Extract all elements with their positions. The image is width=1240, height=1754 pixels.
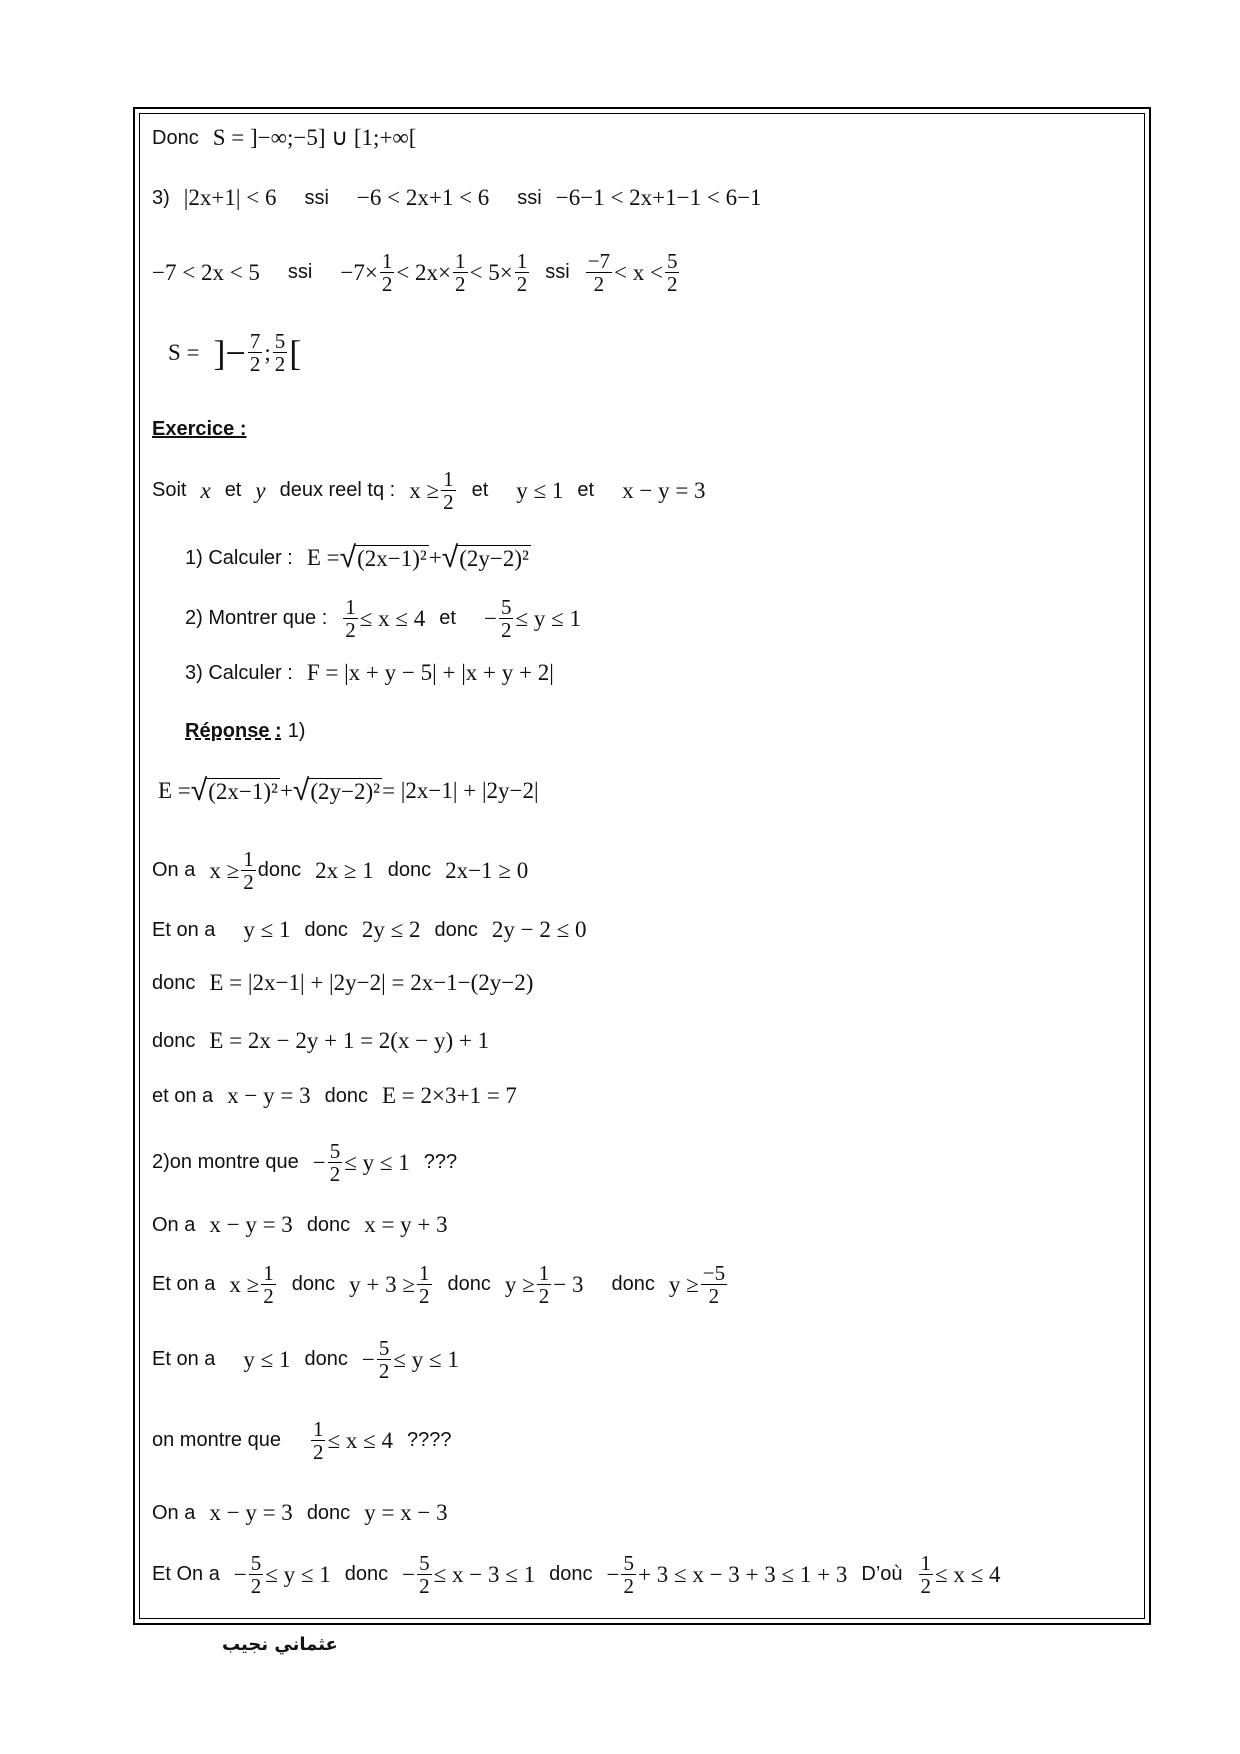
reponse-line-11 bbox=[152, 1418, 451, 1463]
line-multiply-half bbox=[152, 250, 681, 295]
math: −7 < 2x < 5 bbox=[152, 259, 260, 285]
math: ≤ x ≤ 4 bbox=[327, 1427, 393, 1453]
math: ≤ x − 3 ≤ 1 bbox=[433, 1561, 536, 1587]
fraction: $\frac{1}{2}$ bbox=[263, 1261, 274, 1309]
reponse-line-13 bbox=[152, 1552, 1001, 1597]
text: donc bbox=[324, 1084, 368, 1107]
math: (2x−1)² bbox=[357, 545, 427, 571]
math: (2x−1)² bbox=[208, 778, 278, 804]
reponse-heading bbox=[185, 720, 305, 743]
math: −7× bbox=[340, 259, 378, 285]
math: y ≤ 1 bbox=[243, 917, 291, 942]
text: donc bbox=[152, 1029, 196, 1052]
item-number: 3) bbox=[152, 186, 170, 209]
text: ssi bbox=[545, 261, 570, 284]
math: x − y = 3 bbox=[209, 1212, 293, 1237]
question-1 bbox=[185, 543, 531, 573]
math: (2y−2)² bbox=[459, 545, 529, 571]
fraction: $\frac{5}{2}$ bbox=[329, 1139, 341, 1187]
question-2 bbox=[185, 596, 581, 641]
math: E = bbox=[158, 778, 191, 803]
math: −6−1 < 2x+1−1 < 6−1 bbox=[555, 185, 762, 210]
text: On a bbox=[152, 1213, 196, 1236]
text: On a bbox=[152, 1501, 196, 1524]
sqrt-sign: √ bbox=[190, 774, 208, 807]
fraction: $\frac{5}{2}$ bbox=[274, 329, 286, 377]
fraction: $\frac{1}{2}$ bbox=[455, 249, 466, 297]
text: donc bbox=[306, 1501, 351, 1524]
fraction: $\frac{5}{2}$ bbox=[666, 249, 678, 297]
line-solution-interval bbox=[168, 330, 301, 375]
fraction: $\frac{5}{2}$ bbox=[419, 1551, 430, 1599]
math: x bbox=[200, 477, 211, 503]
fraction: $\frac{1}{2}$ bbox=[419, 1261, 430, 1309]
text: 2) Montrer que : bbox=[185, 607, 328, 630]
math: x − y = 3 bbox=[209, 1500, 293, 1525]
text: donc bbox=[344, 1563, 389, 1586]
text: Et On a bbox=[152, 1563, 220, 1586]
sqrt-sign: √ bbox=[292, 774, 310, 807]
fraction: $\frac{1}{2}$ bbox=[243, 847, 254, 895]
line-soit bbox=[152, 468, 706, 513]
text: et on a bbox=[152, 1084, 214, 1107]
math: y ≤ 1 bbox=[243, 1346, 291, 1372]
text: deux reel tq : bbox=[279, 479, 396, 502]
text: donc bbox=[304, 918, 348, 941]
sqrt-sign: √ bbox=[441, 541, 459, 574]
text: donc bbox=[306, 1213, 351, 1236]
math: E = 2x − 2y + 1 = 2(x − y) + 1 bbox=[209, 1028, 490, 1053]
math: − 3 bbox=[553, 1271, 584, 1297]
text: D’où bbox=[861, 1563, 903, 1586]
text: donc bbox=[387, 859, 432, 882]
math: − bbox=[233, 1561, 247, 1587]
fraction: $\frac{1}{2}$ bbox=[345, 595, 356, 643]
text: ssi bbox=[304, 186, 329, 209]
math: y ≥ bbox=[504, 1271, 535, 1297]
reponse-line-8 bbox=[152, 1212, 448, 1238]
math: y ≤ 1 bbox=[516, 477, 564, 503]
math: ; bbox=[264, 339, 271, 365]
reponse-line-6 bbox=[152, 1083, 517, 1109]
text: 3) Calculer : bbox=[185, 661, 293, 684]
math: + 3 ≤ x − 3 + 3 ≤ 1 + 3 bbox=[637, 1561, 848, 1587]
fraction: $\frac{5}{2}$ bbox=[500, 595, 512, 643]
math: y ≥ bbox=[668, 1271, 699, 1297]
math: E = bbox=[306, 545, 340, 570]
text: On a bbox=[152, 859, 196, 882]
text: donc bbox=[611, 1273, 655, 1296]
math: [ bbox=[289, 332, 302, 373]
text: ???? bbox=[406, 1429, 452, 1452]
text: et bbox=[471, 479, 489, 502]
math: ≤ y ≤ 1 bbox=[265, 1561, 331, 1587]
reponse-line-9 bbox=[152, 1262, 729, 1307]
text: ??? bbox=[423, 1151, 458, 1174]
math: − bbox=[402, 1561, 416, 1587]
math: ≤ x ≤ 4 bbox=[359, 605, 426, 631]
text: donc bbox=[447, 1273, 491, 1296]
math: x ≥ bbox=[409, 477, 440, 503]
math: x ≥ bbox=[229, 1271, 260, 1297]
fraction: $\frac{1}{2}$ bbox=[516, 249, 528, 297]
math: x − y = 3 bbox=[227, 1083, 311, 1108]
math: ≤ y ≤ 1 bbox=[393, 1346, 459, 1372]
math: (2y−2)² bbox=[310, 778, 381, 804]
fraction: $\frac{1}{2}$ bbox=[538, 1261, 550, 1309]
fraction: $\frac{1}{2}$ bbox=[312, 1417, 324, 1465]
math: x − y = 3 bbox=[622, 477, 706, 503]
text: Donc bbox=[152, 126, 199, 149]
fraction: $\frac{1}{2}$ bbox=[443, 467, 454, 515]
math: ≤ x ≤ 4 bbox=[935, 1561, 1001, 1587]
fraction: $\frac{1}{2}$ bbox=[381, 249, 393, 297]
author-signature: عثماني نجيب bbox=[222, 1634, 338, 1655]
math: −6 < 2x+1 < 6 bbox=[356, 185, 490, 210]
text: donc bbox=[434, 918, 478, 941]
math: x = y + 3 bbox=[364, 1212, 448, 1237]
text: et bbox=[439, 607, 456, 630]
reponse-line-2 bbox=[152, 848, 528, 893]
math: ≤ y ≤ 1 bbox=[515, 605, 581, 631]
math: 2x ≥ 1 bbox=[315, 857, 374, 883]
math: y bbox=[255, 477, 266, 503]
math: ≤ y ≤ 1 bbox=[344, 1149, 410, 1175]
math: − bbox=[361, 1346, 375, 1372]
question-3 bbox=[185, 660, 554, 686]
math: S = bbox=[168, 339, 200, 365]
text: et bbox=[224, 479, 242, 502]
text: ssi bbox=[517, 186, 542, 209]
reponse-line-10 bbox=[152, 1337, 459, 1382]
reponse-line-5 bbox=[152, 1028, 489, 1054]
line-abs-inequality bbox=[152, 185, 762, 211]
math: |2x+1| < 6 bbox=[183, 185, 277, 210]
text: et bbox=[577, 479, 595, 502]
text: 1) bbox=[287, 720, 306, 742]
math: − bbox=[606, 1561, 620, 1587]
reponse-line-12 bbox=[152, 1500, 448, 1526]
math: 2x−1 ≥ 0 bbox=[445, 857, 529, 883]
text: Et on a bbox=[152, 1348, 216, 1371]
fraction: $\frac{-7}{2}$ bbox=[587, 249, 611, 297]
fraction: $\frac{5}{2}$ bbox=[378, 1336, 390, 1384]
math: < 2x× bbox=[396, 259, 452, 285]
section-title: Exercice : bbox=[152, 418, 247, 440]
math: x ≥ bbox=[209, 857, 240, 883]
math: + bbox=[279, 778, 293, 803]
text: Soit bbox=[152, 479, 187, 502]
section-title: Réponse : bbox=[185, 720, 282, 742]
math: 2y ≤ 2 bbox=[361, 917, 421, 942]
math: < x < bbox=[614, 259, 663, 285]
math: = |2x−1| + |2y−2| bbox=[382, 778, 539, 803]
math: y = x − 3 bbox=[364, 1500, 448, 1525]
fraction: $\frac{5}{2}$ bbox=[250, 1551, 262, 1599]
math: E = |2x−1| + |2y−2| = 2x−1−(2y−2) bbox=[209, 970, 534, 995]
fraction: $\frac{5}{2}$ bbox=[623, 1551, 634, 1599]
reponse-line-3 bbox=[152, 917, 587, 943]
text: 2)on montre que bbox=[152, 1151, 299, 1174]
text: ssi bbox=[287, 261, 313, 284]
fraction: $\frac{1}{2}$ bbox=[920, 1551, 932, 1599]
text: on montre que bbox=[152, 1429, 281, 1452]
reponse-line-1 bbox=[158, 776, 539, 806]
line-donc-s bbox=[152, 125, 416, 151]
reponse-line-7 bbox=[152, 1140, 457, 1185]
math: E = 2×3+1 = 7 bbox=[382, 1083, 517, 1108]
fraction: $\frac{-5}{2}$ bbox=[702, 1261, 726, 1309]
text: 1) Calculer : bbox=[185, 546, 293, 569]
sqrt-sign: √ bbox=[339, 541, 357, 574]
text: donc bbox=[152, 971, 196, 994]
math: − bbox=[312, 1149, 326, 1175]
text: donc bbox=[549, 1563, 593, 1586]
text: donc bbox=[291, 1273, 336, 1296]
text: donc bbox=[257, 859, 302, 882]
math: + bbox=[428, 545, 442, 570]
fraction: $\frac{7}{2}$ bbox=[249, 329, 261, 377]
math: 2y − 2 ≤ 0 bbox=[491, 917, 587, 942]
text: Et on a bbox=[152, 1273, 216, 1296]
math: − bbox=[483, 605, 497, 631]
exercice-heading bbox=[152, 418, 247, 441]
text: Et on a bbox=[152, 918, 216, 941]
math: y + 3 ≥ bbox=[349, 1271, 415, 1297]
math: < 5× bbox=[469, 259, 513, 285]
reponse-line-4 bbox=[152, 970, 533, 996]
text: donc bbox=[304, 1348, 348, 1371]
math: ]− bbox=[213, 332, 246, 373]
math: S = ]−∞;−5] ∪ [1;+∞[ bbox=[212, 125, 417, 150]
math: F = |x + y − 5| + |x + y + 2| bbox=[306, 660, 554, 685]
